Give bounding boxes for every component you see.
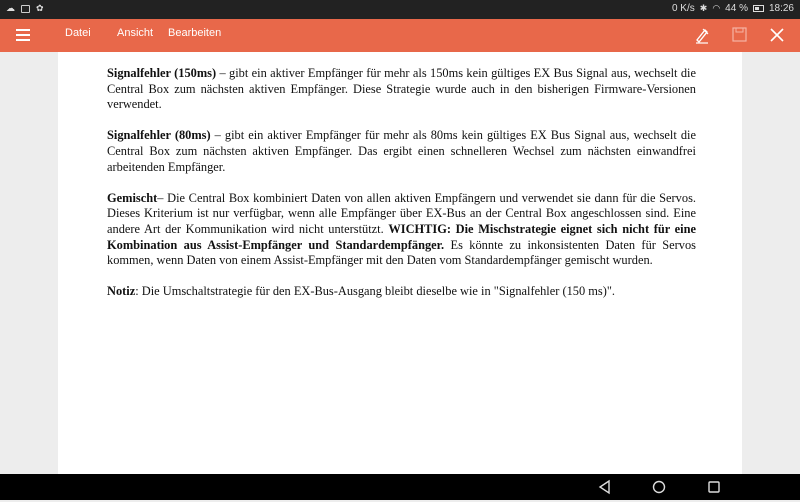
pen-icon[interactable] xyxy=(692,25,712,45)
settings-notification-icon: ✿ xyxy=(36,3,44,13)
paragraph-text: Es könnte zu inkonsistenten Daten für Servos kommen, wenn Daten von einem Assist-Empfänger mit den Daten vom Standardempfänger gemischt wurden. xyxy=(107,237,697,268)
menu-ansicht[interactable]: Ansicht xyxy=(117,27,154,39)
notification-icon: ☁ xyxy=(6,3,15,13)
paragraph-notiz xyxy=(107,284,696,300)
status-left-icons xyxy=(6,3,44,14)
paragraph-heading: Signalfehler (150ms) xyxy=(107,66,217,80)
paragraph-signalfehler-80 xyxy=(107,128,696,175)
menu-datei[interactable]: Datei xyxy=(65,27,91,39)
document-page xyxy=(58,52,742,474)
paragraph-text: – Die Central Box kombiniert Daten von allen aktiven Empfängern und verwendet sie dann für die Servos. Dieses Kriterium ist nur verfügbar, wenn alle Empfänger über EX-Bus an der Central Box angeschlossen sind. Eine andere Art der Kommunikation wird nicht unterstützt. xyxy=(107,190,696,236)
paragraph-heading: Notiz xyxy=(107,284,136,299)
paragraph-gemischt xyxy=(107,191,696,269)
status-right xyxy=(672,3,794,14)
document-content xyxy=(107,66,696,316)
save-icon[interactable] xyxy=(730,25,750,45)
paragraph-text: : Die Umschaltstrategie für den EX-Bus-Ausgang bleibt dieselbe wie in "Signalfehler (150 ms)". xyxy=(135,284,616,299)
menu-icon[interactable] xyxy=(14,27,34,43)
app-toolbar xyxy=(0,19,800,52)
paragraph-signalfehler-150 xyxy=(107,66,696,113)
paragraph-text: – gibt ein aktiver Empfänger für mehr als 80ms kein gültiges EX Bus Signal aus, wechselt die Central Box zum nächsten aktiven Empfänger. Das ergibt einen schnelleren Wechsel zum nächsten einwandfrei arbeitenden Empfänger. xyxy=(107,128,696,174)
gallery-icon xyxy=(21,5,30,13)
battery-icon xyxy=(753,5,764,12)
net-speed: 0 K/s xyxy=(671,3,695,14)
paragraph-heading: Signalfehler (80ms) xyxy=(107,128,211,143)
paragraph-heading: Gemischt xyxy=(107,190,158,205)
warning-text: WICHTIG: Die Mischstrategie eignet sich nicht für eine Kombination aus Assist-Empfänger und Standardempfänger. xyxy=(107,221,697,252)
clock: 18:26 xyxy=(768,3,794,14)
close-icon[interactable] xyxy=(767,25,787,45)
status-bar xyxy=(0,0,800,19)
vibrate-icon: ✱ xyxy=(699,3,708,13)
recents-icon[interactable] xyxy=(704,477,724,497)
paragraph-text: – gibt ein aktiver Empfänger für mehr als 150ms kein gültiges EX Bus Signal aus, wechselt die Central Box zum nächsten aktiven Empfänger. Diese Strategie wurde auch in den bisherigen Firmware-Versionen verwendet. xyxy=(107,66,696,112)
menu-bearbeiten[interactable]: Bearbeiten xyxy=(168,27,222,39)
wifi-icon: ◠ xyxy=(712,3,721,13)
navigation-bar xyxy=(0,474,800,500)
home-icon[interactable] xyxy=(649,477,669,497)
battery-level: 44 % xyxy=(725,3,748,14)
back-icon[interactable] xyxy=(595,477,615,497)
